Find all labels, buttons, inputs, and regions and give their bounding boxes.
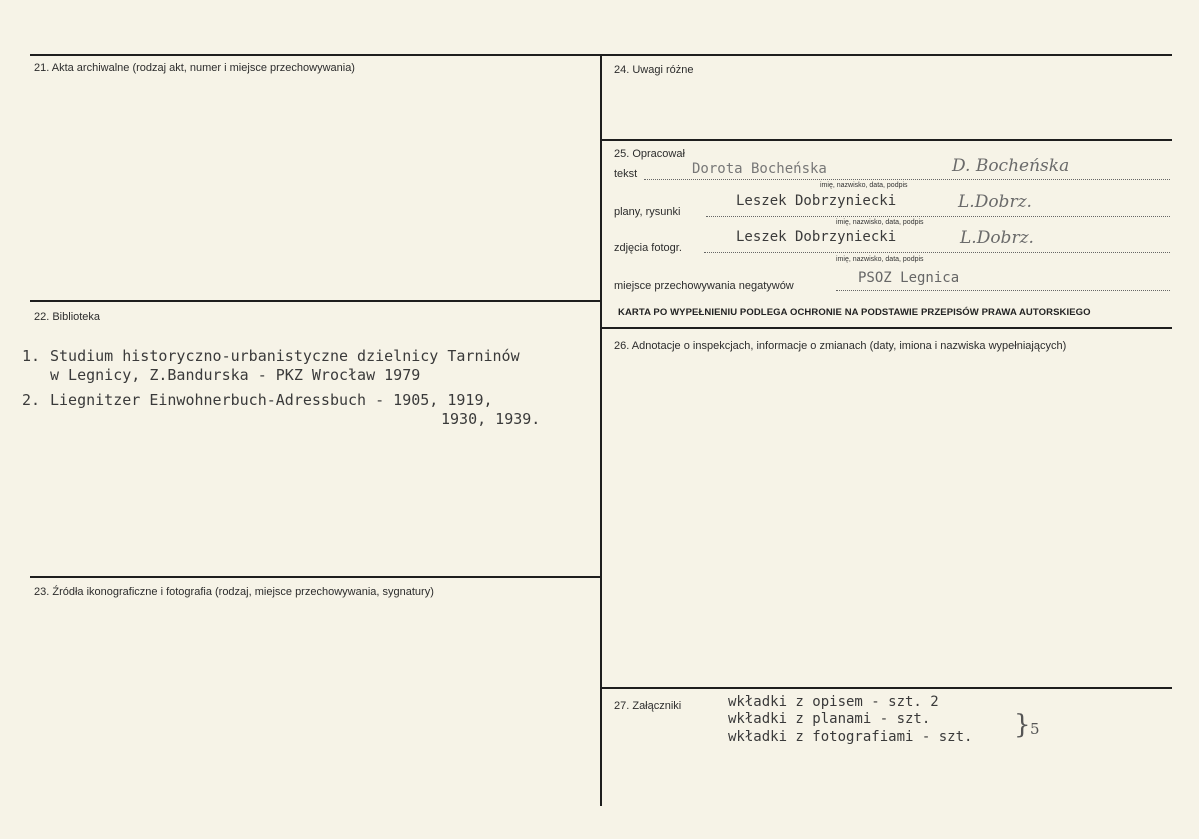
negatywy-value: PSOZ Legnica [858,270,960,286]
copyright-notice: KARTA PO WYPEŁNIENIU PODLEGA OCHRONIE NA PODSTAWIE PRZEPISÓW PRAWA AUTORSKIEGO [618,307,1091,318]
plany-value: Leszek Dobrzyniecki [736,193,897,209]
zdjecia-label: zdjęcia fotogr. [614,242,682,254]
attachment-brace-icon: } [1014,710,1031,740]
tekst-signature: D. Bocheńska [952,156,1070,176]
section-25-label: 25. Opracował [614,148,685,160]
library-entry-1-line1: Studium historyczno-urbanistyczne dzielnicy Tarninów [50,347,520,365]
plany-signature: L.Dobrz. [958,192,1032,212]
library-entry-2-line1: Liegnitzer Einwohnerbuch-Adressbuch - 1905, 1919, [50,391,493,409]
plany-label: plany, rysunki [614,206,681,218]
negatywy-line [836,290,1170,291]
attachment-brace-count: 5 [1030,720,1040,738]
section-21-label: 21. Akta archiwalne (rodzaj akt, numer i miejsce przechowywania) [34,62,355,74]
zdjecia-caption: imię, nazwisko, data, podpis [836,256,924,263]
rule-22-23 [30,576,601,578]
library-entry-1-number: 1. [22,347,41,365]
zdjecia-signature: L.Dobrz. [960,228,1034,248]
library-entry-2-number: 2. [22,391,41,409]
plany-caption: imię, nazwisko, data, podpis [836,219,924,226]
library-entry-1-line2: w Legnicy, Z.Bandurska - PKZ Wrocław 1979 [50,366,421,384]
section-24-label: 24. Uwagi różne [614,64,694,76]
attachment-item-2: wkładki z planami - szt. [728,711,931,727]
attachment-item-1: wkładki z opisem - szt. 2 [728,694,939,710]
tekst-caption: imię, nazwisko, data, podpis [820,182,908,189]
section-27-label: 27. Załączniki [614,700,682,712]
zdjecia-line [704,252,1170,253]
zdjecia-value: Leszek Dobrzyniecki [736,229,897,245]
tekst-value: Dorota Bocheńska [692,161,827,177]
rule-21-22 [30,300,601,302]
section-23-label: 23. Źródła ikonograficzne i fotografia (rodzaj, miejsce przechowywania, sygnatury) [34,586,434,598]
section-26-label: 26. Adnotacje o inspekcjach, informacje o zmianach (daty, imiona i nazwiska wypełniających) [614,340,1067,352]
rule-25-26 [601,327,1172,329]
plany-line [706,216,1170,217]
attachment-item-3: wkładki z fotografiami - szt. [728,729,973,745]
rule-24-25 [601,139,1172,141]
tekst-label: tekst [614,168,638,180]
rule-26-27 [601,687,1172,689]
tekst-line [644,179,1170,180]
library-entry-2-line2: 1930, 1939. [441,410,541,428]
negatywy-label: miejsce przechowywania negatywów [614,280,794,292]
center-divider [600,54,602,806]
section-22-label: 22. Biblioteka [34,311,101,323]
